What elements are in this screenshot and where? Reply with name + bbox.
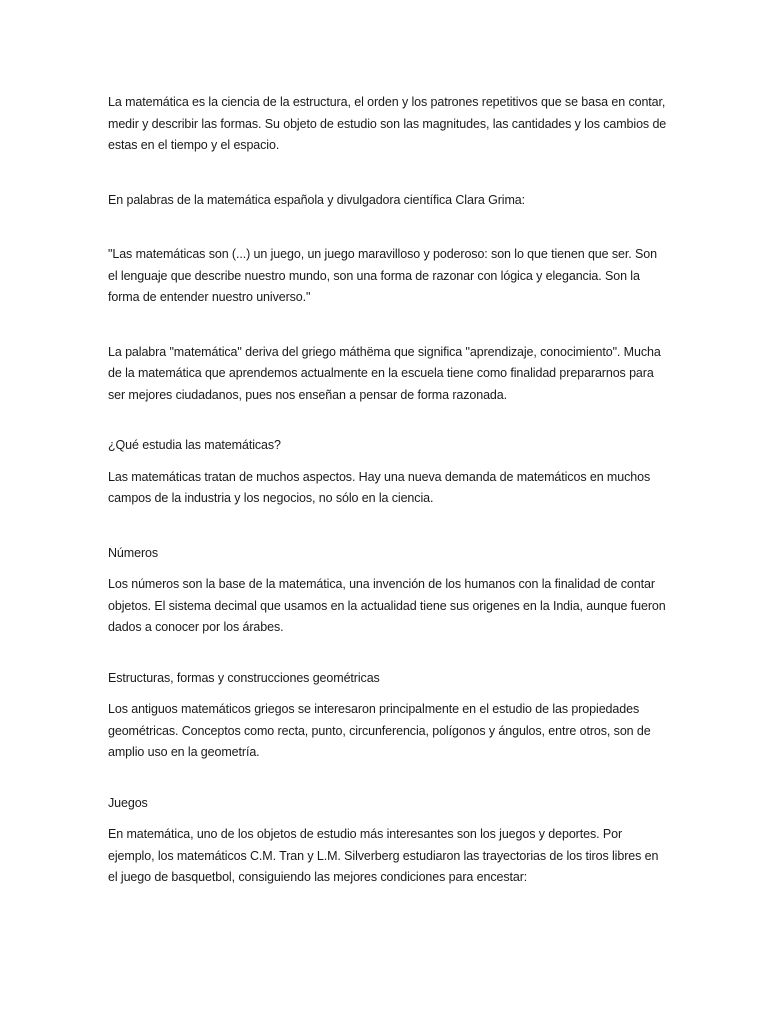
- section-body: Los números son la base de la matemática, una invención de los humanos con la finalidad de contar objetos. El sistema decimal que usamos en la actualidad tiene sus origenes en la India, aunque fueron dados a conocer por los árabes.: [108, 577, 666, 634]
- section-heading: Juegos: [108, 795, 148, 810]
- section-heading: ¿Qué estudia las matemáticas?: [108, 438, 281, 452]
- paragraph-intro: La matemática es la ciencia de la estructura, el orden y los patrones repetitivos que se basa en contar, medir y describir las formas. Su objeto de estudio son las magnitudes, las cantidades y los cambios de estas en el tiempo y el espacio.: [108, 95, 667, 152]
- section-body: En matemática, uno de los objetos de estudio más interesantes son los juegos y deportes. Por ejemplo, los matemáticos C.M. Tran y L.M. Silverberg estudiaron las trayectorias de los tiros libres en el juego de basquetbol, consiguiendo las mejores condiciones para encestar:: [108, 827, 659, 884]
- paragraph-grima-intro: En palabras de la matemática española y divulgadora científica Clara Grima:: [108, 192, 526, 207]
- section-heading: Números: [108, 545, 159, 560]
- section-heading: Estructuras, formas y construcciones geométricas: [108, 670, 380, 685]
- section-body: Los antiguos matemáticos griegos se interesaron principalmente en el estudio de las propiedades geométricas. Conceptos como recta, punto, circunferencia, polígonos y ángulos, entre otros, son de amplio uso en la geometría.: [108, 702, 651, 759]
- section-body: Las matemáticas tratan de muchos aspectos. Hay una nueva demanda de matemáticos en muchos campos de la industria y los negocios, no sólo en la ciencia.: [108, 469, 651, 505]
- document-page: [108, 92, 668, 889]
- paragraph-etymology: La palabra "matemática" deriva del griego máthëma que significa "aprendizaje, conocimiento". Mucha de la matemática que aprendemos actualmente en la escuela tiene como finalidad prepararnos para ser mejores ciudadanos, pues nos enseñan a pensar de forma razonada.: [108, 344, 661, 402]
- paragraph-grima-quote: "Las matemáticas son (...) un juego, un juego maravilloso y poderoso: son lo que tienen que ser. Son el lenguaje que describe nuestro mundo, son una forma de razonar con lógica y elegancia. Son la forma de entender nuestro universo.": [108, 247, 657, 304]
